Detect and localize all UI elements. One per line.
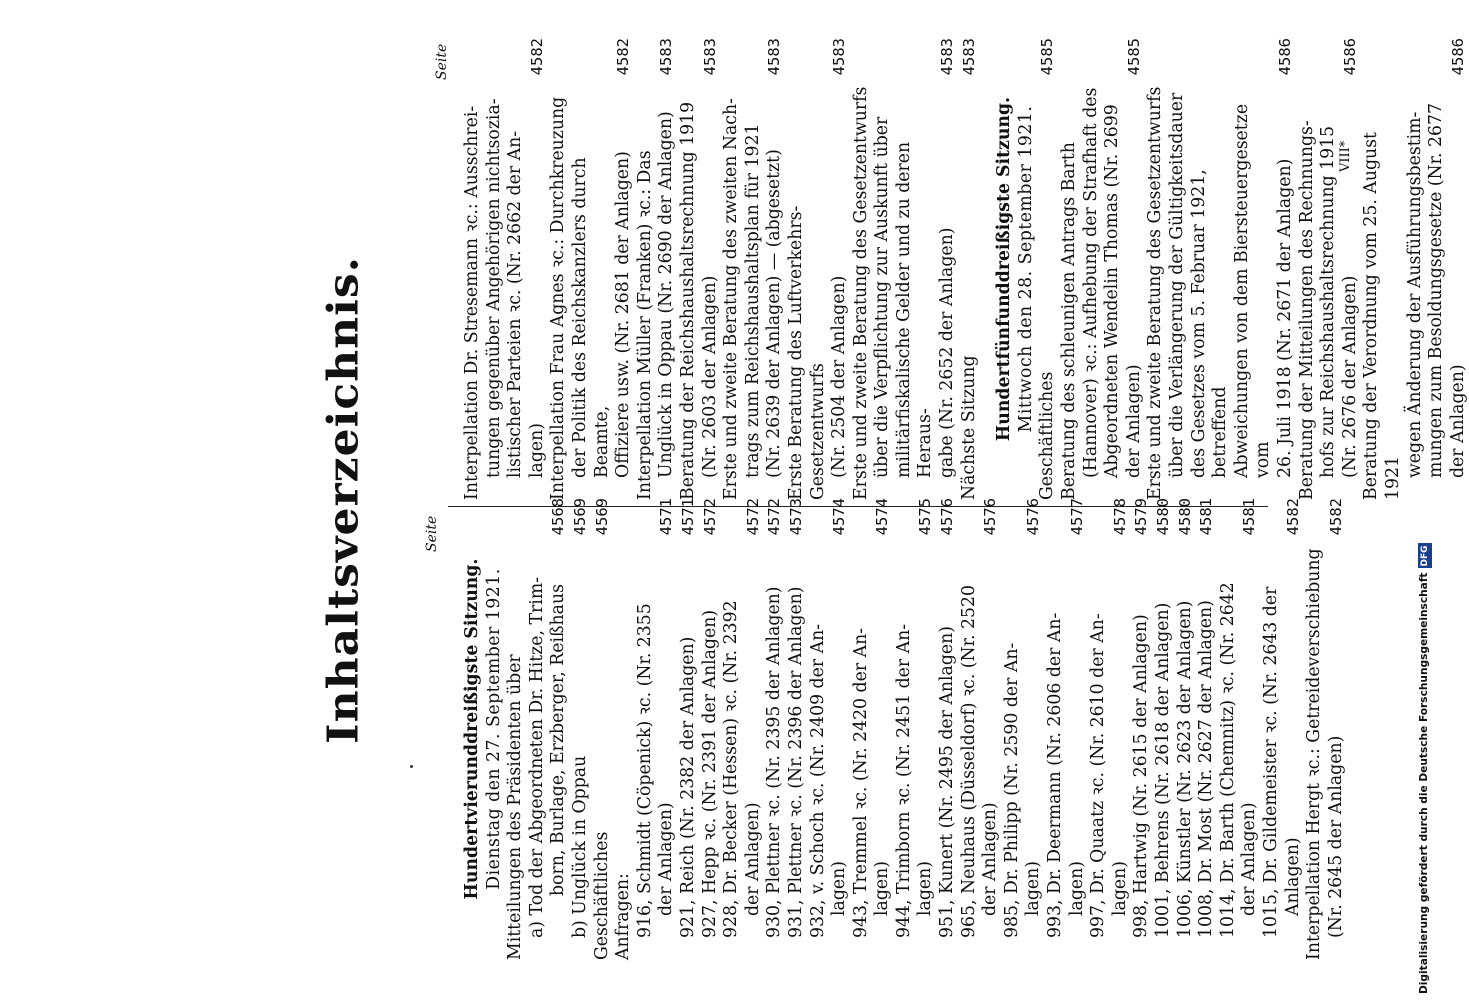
toc-entry-page: 4573	[786, 498, 805, 536]
toc-entry	[1167, 38, 1189, 500]
toc-entry-page: 4586	[1275, 38, 1294, 76]
toc-entry-text: mungen zum Besoldungsgesetze (Nr. 2677	[1426, 103, 1447, 478]
toc-entry-page: 4576	[938, 498, 957, 536]
toc-entry-text: a) Tod der Abgeordneten Dr. Hitze, Trim-	[526, 576, 547, 938]
toc-entry-text: Abweichungen von dem Biersteuergesetze vom	[1231, 103, 1274, 478]
toc-entry	[937, 498, 959, 960]
toc-entry-page: 4586	[1448, 38, 1467, 76]
toc-entry-text: Anfragen:	[613, 873, 634, 960]
toc-entry-text: 927, Hepp ꝛc. (Nr. 2391 der Anlagen)	[699, 609, 720, 938]
right-column	[462, 38, 1469, 500]
toc-entry-text: Beratung der Verordnung vom 25. August 1921	[1361, 132, 1403, 500]
toc-entry-text: 965, Neuhaus (Düsseldorf) ꝛc. (Nr. 2520	[958, 585, 979, 938]
toc-entry-text: lagen)	[829, 861, 850, 916]
toc-entry-text: trags zum Reichshaushaltsplan für 1921	[742, 123, 763, 478]
right-entries	[462, 38, 980, 500]
toc-entry	[829, 498, 851, 960]
toc-entry-text: 1001, Behrens (Nr. 2618 der Anlagen)	[1153, 602, 1173, 938]
toc-entry	[505, 38, 527, 500]
dfg-watermark-text: Digitalisierung gefördert durch die Deutsche Forschungsgemeinschaft	[1418, 572, 1430, 994]
toc-entry	[1189, 38, 1232, 500]
toc-entry-text: Geschäftliches	[1037, 371, 1058, 500]
toc-entry	[1361, 38, 1404, 500]
toc-entry-text: lagen)	[872, 861, 893, 916]
toc-entry-page: 4583	[830, 38, 849, 76]
seite-label-right: Seite	[434, 43, 450, 80]
toc-entry	[1297, 38, 1319, 500]
toc-entry-text: (Nr. 2603 der Anlagen)	[699, 275, 720, 478]
toc-entry	[656, 498, 678, 960]
session-date-134: Dienstag den 27. September 1921.	[483, 568, 504, 890]
toc-entry-page: 4582	[614, 38, 633, 76]
toc-entry-text: 997, Dr. Quaatz ꝛc. (Nr. 2610 der An-	[1088, 613, 1109, 938]
toc-entry-page: 4585	[1038, 38, 1057, 76]
toc-entry	[1340, 38, 1362, 500]
toc-entry-text: 993, Dr. Deermann (Nr. 2606 der An-	[1045, 612, 1066, 938]
toc-entry-page: 4572	[700, 498, 719, 536]
toc-entry	[462, 38, 484, 500]
toc-entry-page: 4578	[1110, 498, 1129, 536]
toc-entry-text: Beratung des schleunigen Antrags Barth	[1059, 142, 1080, 500]
toc-entry	[894, 38, 937, 500]
speck-mark	[410, 765, 413, 768]
toc-entry	[721, 498, 743, 960]
toc-entry-text: der Anlagen)	[980, 802, 1001, 916]
toc-entry-text: der Anlagen)	[1447, 364, 1468, 478]
toc-entry	[1304, 498, 1326, 960]
toc-entry	[1275, 38, 1297, 500]
toc-entry-text: der Anlagen)	[656, 802, 677, 916]
toc-entry-page: 4586	[1340, 38, 1359, 76]
toc-entry-text: wegen Änderung der Ausführungsbestim-	[1404, 111, 1425, 478]
toc-entry-text: (Nr. 2676 der Anlagen)	[1339, 275, 1360, 478]
toc-entry-page: 4580	[1154, 498, 1172, 536]
toc-entry-page: 4579	[1132, 498, 1151, 536]
toc-entry-page: 4583	[700, 38, 719, 76]
toc-entry	[1318, 38, 1340, 500]
toc-entry-text: lagen)	[1066, 861, 1087, 916]
toc-entry-page: 4577	[1067, 498, 1086, 536]
toc-entry	[915, 498, 937, 960]
toc-entry	[1131, 498, 1153, 960]
toc-entry-page: 4583	[959, 38, 978, 76]
toc-entry-page: 4569	[592, 498, 611, 536]
toc-entry-text: Interpellation Dr. Stresemann ꝛc.: Ausschrei-	[462, 105, 482, 500]
toc-entry-text: 951, Kunert (Nr. 2495 der Anlagen)	[937, 625, 958, 938]
toc-entry-text: 998, Hartwig (Nr. 2615 der Anlagen)	[1131, 614, 1152, 938]
toc-entry-text: lagen)	[915, 861, 936, 916]
toc-entry-text: gabe (Nr. 2652 der Anlagen)	[937, 227, 958, 478]
toc-entry	[1088, 498, 1110, 960]
toc-entry	[1023, 498, 1045, 960]
toc-entry	[786, 498, 808, 960]
toc-entry	[548, 498, 570, 960]
toc-entry	[980, 498, 1002, 960]
toc-entry-page: 4576	[981, 498, 1000, 536]
toc-entry-page: 4580	[1175, 498, 1194, 536]
left-entries	[505, 498, 1347, 960]
toc-entry-page: 4568	[549, 498, 568, 536]
toc-entry-text: des Gesetzes vom 5. Februar 1921, betreffend	[1188, 169, 1231, 478]
toc-entry	[721, 38, 743, 500]
session-title-135: Hundertfünfunddreißigste Sitzung.	[994, 96, 1015, 442]
toc-entry	[1283, 498, 1305, 960]
toc-entry-text: tungen gegenüber Angehörigen nichtsozia-	[483, 98, 504, 478]
toc-entry	[894, 498, 916, 960]
toc-entry-text: Interpellation Müller (Franken) ꝛc.: Das	[634, 150, 655, 500]
toc-entry	[635, 498, 657, 960]
right-entries-2	[1037, 38, 1469, 500]
toc-entry	[851, 38, 873, 500]
page-signature: VIII*	[1338, 140, 1353, 172]
toc-entry	[851, 498, 873, 960]
toc-entry	[1448, 38, 1469, 500]
toc-entry	[743, 38, 765, 500]
toc-entry-page: 4582	[1283, 498, 1302, 536]
toc-entry	[613, 38, 635, 500]
toc-entry-text: 928, Dr. Becker (Hessen) ꝛc. (Nr. 2392	[721, 600, 742, 938]
toc-entry-text: der Anlagen)	[1123, 364, 1144, 478]
toc-entry	[1102, 38, 1124, 500]
toc-entry	[872, 38, 894, 500]
session-date-135: Mittwoch den 28. September 1921.	[1015, 105, 1036, 433]
toc-entry-text: lagen)	[1023, 861, 1044, 916]
toc-entry-page: 4571	[678, 498, 697, 536]
toc-entry	[505, 498, 527, 960]
toc-entry-page: 4582	[1326, 498, 1345, 536]
toc-entry-text: der Anlagen)	[742, 802, 763, 916]
toc-entry	[570, 38, 613, 500]
toc-entry-text: Erste und zweite Beratung des zweiten Nach-	[721, 98, 742, 500]
toc-entry	[527, 498, 549, 960]
toc-entry-text: 932, v. Schoch ꝛc. (Nr. 2409 der An-	[807, 623, 828, 938]
toc-entry	[1261, 498, 1283, 960]
toc-entry	[1037, 38, 1059, 500]
toc-entry-text: (Nr. 2645 der Anlagen)	[1325, 735, 1346, 938]
toc-entry-text: Beratung der Mitteilungen des Rechnungs-	[1296, 120, 1317, 500]
toc-entry-text: 944, Trimborn ꝛc. (Nr. 2451 der An-	[893, 623, 914, 938]
toc-entry	[1326, 498, 1348, 960]
toc-entry-text: b) Unglück in Oppau	[569, 755, 590, 938]
toc-entry	[678, 498, 700, 960]
toc-entry-text: Nächste Sitzung	[958, 355, 979, 500]
toc-entry	[613, 498, 635, 960]
toc-entry-text: born, Burlage, Erzberger, Reißhaus	[548, 584, 569, 896]
toc-entry	[548, 38, 570, 500]
left-column	[462, 498, 1347, 960]
toc-entry	[808, 498, 830, 960]
seite-label-left: Seite	[424, 515, 440, 552]
toc-entry-text: 26. Juli 1918 (Nr. 2671 der Anlagen)	[1274, 158, 1295, 478]
toc-entry-text: Erste Beratung des Luftverkehrs-Gesetzentwurfs	[785, 205, 828, 500]
toc-entry	[764, 498, 786, 960]
toc-entry-text: listischer Parteien ꝛc. (Nr. 2662 der An-	[505, 130, 526, 478]
toc-entry-text: Unglück in Oppau (Nr. 2690 der Anlagen)	[656, 111, 677, 478]
toc-entry-text: (Hannover) ꝛc.: Aufhebung der Strafhaft des	[1080, 87, 1101, 478]
toc-entry-text: 916, Schmidt (Cöpenick) ꝛc. (Nr. 2355	[634, 603, 655, 938]
toc-entry	[1059, 38, 1081, 500]
toc-entry-text: (Nr. 2639 der Anlagen) — (abgesetzt)	[764, 149, 785, 478]
toc-entry-text: der Anlagen)	[1239, 802, 1260, 916]
toc-entry-page: 4583	[657, 38, 676, 76]
toc-entry	[1153, 498, 1175, 960]
toc-entry	[829, 38, 851, 500]
toc-entry	[1002, 498, 1024, 960]
toc-entry-page: 4572	[743, 498, 762, 536]
toc-entry-page: 4583	[938, 38, 957, 76]
toc-entry	[635, 38, 657, 500]
toc-entry-text: Abgeordneten Wendelin Thomas (Nr. 2699	[1102, 104, 1123, 478]
dfg-watermark	[1417, 8, 1431, 994]
toc-entry	[700, 498, 722, 960]
toc-entry-text: 985, Dr. Philipp (Nr. 2590 der An-	[1001, 642, 1022, 938]
toc-entry	[570, 498, 592, 960]
page-title: Inhaltsverzeichnis.	[319, 256, 368, 744]
toc-entry	[678, 38, 700, 500]
toc-entry-text: 921, Reich (Nr. 2382 der Anlagen)	[677, 636, 698, 938]
toc-entry	[786, 38, 829, 500]
toc-entry	[1175, 498, 1197, 960]
toc-entry	[743, 498, 765, 960]
toc-entry-text: hofs zur Reichshaushaltsrechnung 1915	[1318, 125, 1339, 478]
toc-entry-text: Anlagen)	[1282, 837, 1303, 916]
toc-entry-text: 930, Plettner ꝛc. (Nr. 2395 der Anlagen)	[764, 586, 785, 938]
toc-entry-page: 4572	[765, 498, 784, 536]
toc-entry	[1218, 498, 1240, 960]
toc-entry-page: 4581	[1197, 498, 1216, 536]
toc-entry-page: 4583	[765, 38, 784, 76]
toc-entry-text: Geschäftliches	[591, 831, 612, 960]
toc-entry	[959, 498, 981, 960]
toc-entry-text: 1014, Dr. Barth (Chemnitz) ꝛc. (Nr. 2642	[1217, 582, 1238, 938]
toc-entry-page: 4569	[570, 498, 589, 536]
toc-entry-text: 1015, Dr. Gildemeister ꝛc. (Nr. 2643 der	[1260, 586, 1281, 938]
toc-entry	[1110, 498, 1132, 960]
toc-entry	[872, 498, 894, 960]
toc-entry-text: Erste und zweite Beratung des Gesetzentwurfs	[850, 86, 871, 500]
toc-entry-text: Erste und zweite Beratung des Gesetzentwurfs	[1145, 86, 1166, 500]
toc-entry-text: Beratung der Reichshaushaltsrechnung 1919	[677, 101, 698, 500]
toc-entry-page: 4575	[916, 498, 935, 536]
toc-entry-text: (Nr. 2504 der Anlagen)	[829, 275, 850, 478]
toc-entry-page: 4582	[527, 38, 546, 76]
toc-entry-page: 4576	[1024, 498, 1043, 536]
toc-entry-text: über die Verlängerung der Gültigkeitsdauer	[1167, 92, 1187, 478]
toc-entry-text: 943, Tremmel ꝛc. (Nr. 2420 der An-	[850, 627, 871, 938]
toc-entry	[700, 38, 722, 500]
toc-entry-text: lagen)	[526, 423, 547, 478]
toc-entry-text: 931, Plettner ꝛc. (Nr. 2396 der Anlagen)	[785, 586, 806, 938]
toc-entry-text: 1008, Dr. Most (Nr. 2627 der Anlagen)	[1196, 600, 1217, 938]
toc-entry-page: 4574	[873, 498, 892, 536]
toc-entry-text: militärfiskalische Gelder und zu deren Heraus-	[893, 141, 936, 478]
toc-entry	[656, 38, 678, 500]
toc-entry-text: 1006, Künstler (Nr. 2623 der Anlagen)	[1174, 600, 1195, 938]
toc-entry	[1067, 498, 1089, 960]
toc-entry-text: lagen)	[1109, 861, 1130, 916]
toc-entry-text: Interpellation Frau Agnes ꝛc.: Durchkreuzung	[548, 96, 569, 500]
dfg-logo-badge: DFG	[1420, 545, 1430, 567]
toc-entry-text: über die Verpflichtung zur Auskunft über	[872, 116, 893, 478]
session-title-134: Hundertvierunddreißigste Sitzung.	[462, 558, 482, 900]
toc-entry	[527, 38, 549, 500]
toc-entry-page: 4574	[830, 498, 849, 536]
toc-entry-page: 4585	[1124, 38, 1143, 76]
toc-entry	[1045, 498, 1067, 960]
toc-entry-text: der Politik des Reichskanzlers durch Beamte,	[569, 157, 612, 478]
toc-entry	[1124, 38, 1146, 500]
toc-entry-text: Interpellation Hergt ꝛc.: Getreideverschiebung	[1304, 548, 1325, 960]
toc-entry	[1145, 38, 1167, 500]
toc-entry	[959, 38, 981, 500]
toc-entry	[592, 498, 614, 960]
toc-entry-page: 4581	[1240, 498, 1259, 536]
toc-entry	[937, 38, 959, 500]
toc-entry	[1196, 498, 1218, 960]
toc-entry	[484, 38, 506, 500]
toc-entry	[1232, 38, 1275, 500]
toc-entry	[764, 38, 786, 500]
toc-entry	[1081, 38, 1103, 500]
toc-entry-text: Offiziere usw. (Nr. 2681 der Anlagen)	[613, 151, 634, 478]
toc-entry-page: 4571	[657, 498, 676, 536]
toc-entry	[1239, 498, 1261, 960]
toc-entry-text: Mitteilungen des Präsidenten über	[505, 654, 526, 960]
